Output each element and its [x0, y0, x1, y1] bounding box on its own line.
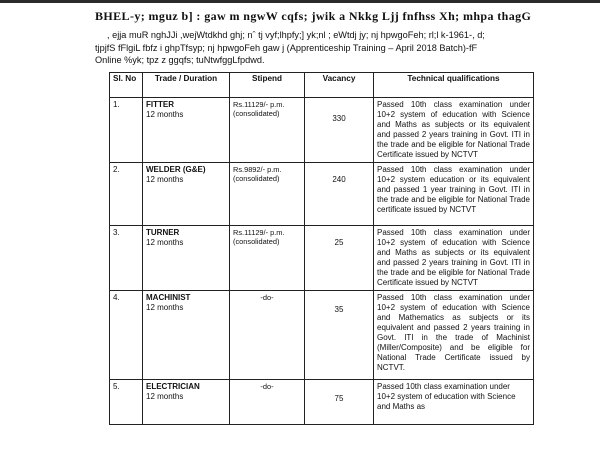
trade-duration: 12 months — [146, 392, 184, 401]
vacancy-value: 75 — [334, 394, 344, 403]
vacancy-value: 25 — [334, 238, 344, 247]
stipend-cell: Rs.11129/- p.m. (consolidated) — [230, 226, 305, 291]
trade-name: ELECTRICIAN — [146, 382, 200, 391]
qualification-cell: Passed 10th class examination under 10+2 system of education with Science and Mathematics as subjects or its equivalent and passed 2 years training in Govt. ITI in the trade of Machinist (Miller/Composite) and be eligible for National Trade Certificate issued by NCTVT. — [374, 291, 534, 380]
table-header-row — [110, 73, 534, 98]
trade-cell — [143, 226, 230, 291]
row-number: 2. — [110, 163, 143, 226]
vacancy-value: 240 — [332, 175, 346, 184]
vacancy-cell — [305, 380, 374, 425]
table-row — [110, 380, 534, 425]
table-row — [110, 291, 534, 380]
table-row — [110, 226, 534, 291]
row-number: 3. — [110, 226, 143, 291]
vacancy-cell — [305, 226, 374, 291]
vacancy-value: 330 — [332, 114, 346, 123]
trade-cell — [143, 98, 230, 163]
qualification-cell: Passed 10th class examination under 10+2 system education or its equivalent and passed 1 year training in Govt. ITI in the trade and be eligible for National Trade certificate issued by NCTVT — [374, 163, 534, 226]
trade-name: MACHINIST — [146, 293, 191, 302]
stipend-cell: Rs.11129/- p.m. (consolidated) — [230, 98, 305, 163]
row-number: 4. — [110, 291, 143, 380]
intro-paragraph: , ejja muR nghJJi ,wejWtdkhd ghj; nˆ tj vyf;lhpfy;] yk;nl ; eWtdj jy; nj hpwgoFeh; rl;l k-1961-, d; tjpjfS fFlgiL fbfz i ghpTfsyp; nj hpwgoFeh gaw j (Apprenticeship Training – April 2018 Batch)-fF Online %yk; tpz z ggqfs; tuNtwfggLfpdwd. — [95, 30, 485, 66]
qualification-cell: Passed 10th class examination under 10+2 system of education with Science and Maths as subjects or its equivalent and passed 2 years training in Govt. ITI in the trade and be eligible for National Trade Certificate issued by NCTVT — [374, 226, 534, 291]
vacancy-table-container — [109, 72, 534, 425]
trade-duration: 12 months — [146, 238, 184, 247]
trade-cell — [143, 291, 230, 380]
header-stipend: Stipend — [230, 73, 305, 98]
vacancy-cell — [305, 291, 374, 380]
trade-duration: 12 months — [146, 110, 184, 119]
trade-duration: 12 months — [146, 303, 184, 312]
stipend-cell: -do- — [230, 291, 305, 380]
vacancy-cell — [305, 163, 374, 226]
trade-duration: 12 months — [146, 175, 184, 184]
header-sl-no: Sl. No — [110, 73, 143, 98]
row-number: 1. — [110, 98, 143, 163]
qualification-cell: Passed 10th class examination under 10+2 system of education with Science and Maths as — [374, 380, 534, 425]
table-row — [110, 98, 534, 163]
header-technical-qualifications: Technical qualifications — [374, 73, 534, 98]
row-number: 5. — [110, 380, 143, 425]
vacancy-value: 35 — [334, 305, 344, 314]
document-heading: BHEL-y; mguz b] : gaw m ngwW cqfs; jwik a Nkkg Ljj fnfhss Xh; mhpa thagG — [95, 9, 532, 23]
stipend-cell: Rs.9892/- p.m. (consolidated) — [230, 163, 305, 226]
trade-cell — [143, 380, 230, 425]
qualification-cell: Passed 10th class examination under 10+2 system of education with Science and Maths as subjects or its equivalent and passed 2 years training in Govt. ITI in the trade and be eligible for National Trade Certificate issued by NCTVT — [374, 98, 534, 163]
vacancy-cell — [305, 98, 374, 163]
header-trade-duration: Trade / Duration — [143, 73, 230, 98]
header-vacancy: Vacancy — [305, 73, 374, 98]
vacancy-table — [109, 72, 534, 425]
trade-cell — [143, 163, 230, 226]
top-border — [0, 0, 600, 3]
stipend-cell: -do- — [230, 380, 305, 425]
trade-name: FITTER — [146, 100, 174, 109]
table-row — [110, 163, 534, 226]
trade-name: TURNER — [146, 228, 180, 237]
trade-name: WELDER (G&E) — [146, 165, 206, 174]
